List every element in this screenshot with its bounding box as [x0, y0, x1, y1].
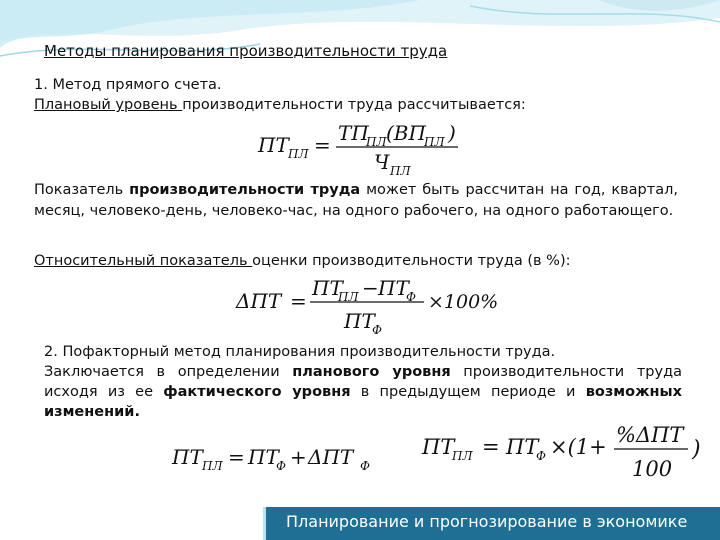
f3-plus: +: [290, 445, 307, 469]
method1-heading: 1. Метод прямого счета.: [34, 77, 222, 93]
f4-a: ПТ: [422, 435, 455, 459]
f4-b: ПТ: [506, 435, 539, 459]
footer-accent: [263, 507, 266, 540]
f1-lhs: ПТ: [258, 133, 289, 157]
f4-eq: =: [482, 435, 500, 459]
relative-underlined: Относительный показатель: [34, 253, 253, 269]
f3-c-sub: Ф: [360, 459, 370, 473]
f4-den: 100: [632, 457, 673, 481]
f2-num-a: ПТ: [312, 276, 343, 300]
f3-c: ΔПТ: [308, 445, 354, 469]
f2-num-b: ПТ: [378, 276, 409, 300]
formula-planned-sum: [168, 436, 398, 480]
f1-eq: =: [314, 133, 331, 157]
f2-den: ПТ: [344, 309, 375, 333]
f3-eq: =: [228, 445, 245, 469]
f2-mult: ×100%: [428, 291, 499, 313]
f3-b-sub: Ф: [276, 459, 286, 473]
f4-num: %ΔПТ: [616, 423, 684, 447]
f1-lhs-sub: ПЛ: [288, 147, 309, 161]
slide-title: Методы планирования производительности труда: [44, 42, 448, 60]
f1-num-close: ): [448, 121, 456, 145]
f3-a: ПТ: [172, 445, 203, 469]
method2-paragraph: [44, 362, 682, 422]
indicator-part1: Показатель: [34, 182, 130, 198]
formula-relative-index: [232, 274, 512, 338]
f4-times: ×(1+: [550, 435, 607, 459]
method2-b2: фактического уровня: [163, 384, 351, 400]
indicator-paragraph: [34, 180, 678, 222]
formula-direct-count: [250, 118, 470, 178]
indicator-part2: может быть рассчитан на год, квартал, месяц, человеко-день, человеко-час, на одного рабочего, на одного работающего.: [34, 182, 678, 219]
f2-den-sub: Ф: [372, 323, 382, 337]
relative-line: [34, 251, 571, 271]
method1-underlined: Плановый уровень: [34, 97, 183, 113]
method2-t1: Заключается в определении: [44, 364, 293, 380]
f3-b: ПТ: [248, 445, 279, 469]
f2-minus: −: [362, 276, 379, 300]
method2-t2: производительности труда исходя из ее: [44, 364, 682, 400]
f1-num-b: (ВП: [386, 121, 426, 145]
f2-num-b-sub: Ф: [406, 290, 416, 304]
formula-planned-percent: [420, 418, 710, 488]
f2-eq: =: [290, 289, 307, 313]
f4-close: ): [692, 437, 701, 462]
method2-b1: планового уровня: [292, 364, 451, 380]
decorative-waves: [0, 0, 720, 80]
footer-text: Планирование и прогнозирование в экономике: [286, 512, 688, 531]
f1-den-sub: ПЛ: [390, 164, 411, 178]
method2-b3: возможных изменений.: [44, 384, 682, 420]
f4-a-sub: ПЛ: [452, 449, 473, 463]
f2-lhs: ΔПТ: [236, 289, 282, 313]
method2-t3: в предыдущем периоде и: [350, 384, 586, 400]
f4-b-sub: Ф: [536, 449, 546, 463]
indicator-bold: производительности труда: [129, 182, 361, 198]
method1-rest: производительности труда рассчитывается:: [182, 97, 526, 113]
f2-num-a-sub: ПЛ: [338, 290, 359, 304]
f1-den: Ч: [374, 150, 390, 174]
relative-rest: оценки производительности труда (в %):: [252, 253, 571, 269]
method2-heading: 2. Пофакторный метод планирования производительности труда.: [44, 344, 556, 360]
f3-a-sub: ПЛ: [202, 459, 223, 473]
f1-num-b-sub: ПЛ: [424, 135, 445, 149]
method1-line: [34, 95, 526, 115]
f1-num-a: ТП: [338, 121, 369, 145]
f1-num-a-sub: ПЛ: [366, 135, 387, 149]
